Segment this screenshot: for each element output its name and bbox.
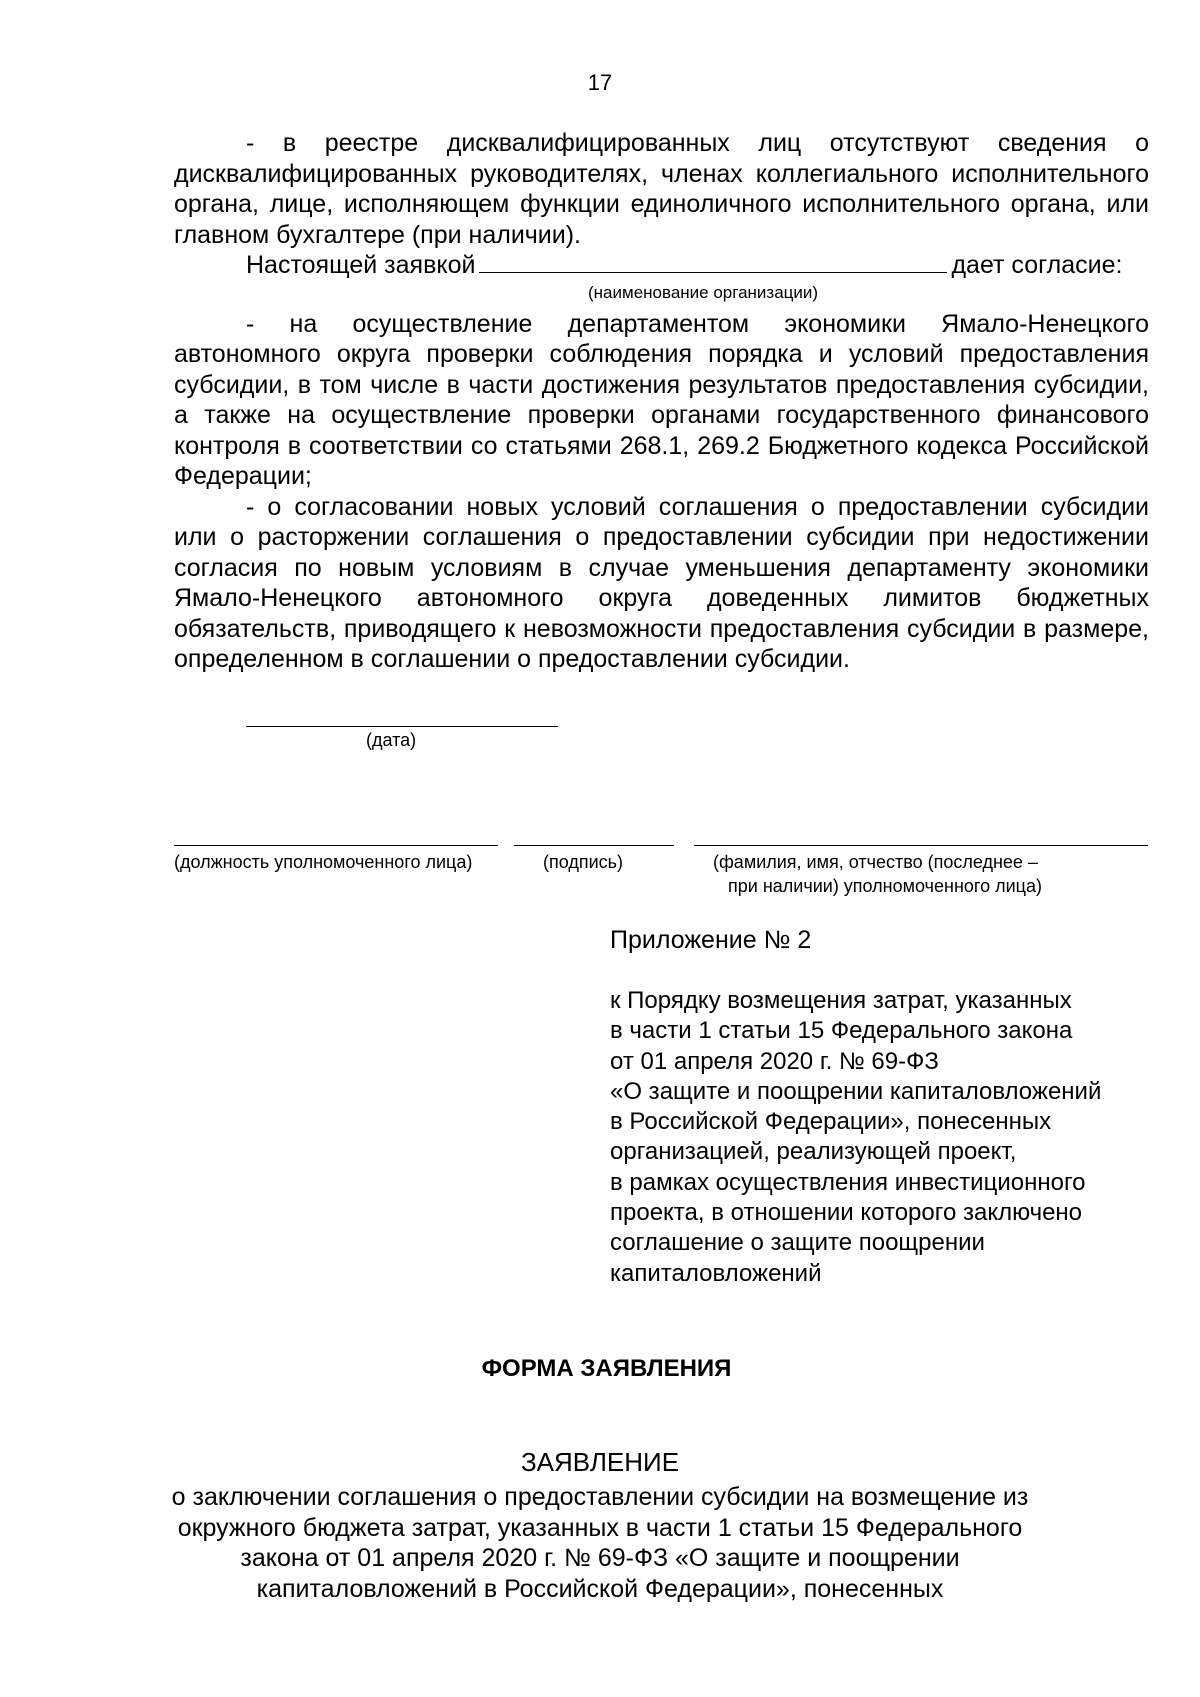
position-blank [174,845,498,846]
consent-item-agreement: - о согласовании новых условий соглашения о предоставлении субсидии или о расторжении соглашения о предоставлении субсидии при недостижении согласия по новым условиям в случае уменьшения департаменту экономики Ямало-Ненецкого автономного округа доведенных лимитов бюджетных обязательств, приводящего к невозможности предоставления субсидии в размере, определенном в соглашении о предоставлении субсидии. [174,492,1149,673]
consent-prefix: Настоящей заявкой [246,251,476,279]
position-caption: (должность уполномоченного лица) [174,852,473,872]
date-blank [246,726,558,727]
organization-name-blank [479,250,947,273]
page-number: 17 [587,70,613,95]
document-body [174,128,1149,675]
form-title: ФОРМА ЗАЯВЛЕНИЯ [481,1355,732,1382]
paragraph-disqualified-registry: - в реестре дисквалифицированных лиц отсутствуют сведения о дисквалифицированных руководителях, членах коллегиального исполнительного органа, лице, исполняющем функции единоличного исполнительного органа, или главном бухгалтере (при наличии). [174,129,1149,249]
signature-caption: (подпись) [543,852,624,872]
signature-blank [514,845,674,846]
statement-title: ЗАЯВЛЕНИЕ [520,1447,680,1477]
full-name-caption: (фамилия, имя, отчество (последнее – при наличии) уполномоченного лица) [713,852,1042,896]
appendix-text: к Порядку возмещения затрат, указанных в части 1 статьи 15 Федерального закона от 01 апреля 2020 г. № 69-ФЗ «О защите и поощрении капиталовложений в Российской Федерации», понесенных организацией, реализующей проект, в рамках осуществления инвестиционного проекта, в отношении которого заключено соглашение о защите поощрении капиталовложений [610,987,1102,1287]
full-name-blank [694,845,1148,846]
appendix-title: Приложение № 2 [610,926,812,954]
consent-suffix: дает согласие: [951,251,1123,279]
consent-item-inspection: - на осуществление департаментом экономики Ямало-Ненецкого автономного округа проверки соблюдения порядка и условий предоставления субсидии, в том числе в части достижения результатов предоставления субсидии, а также на осуществление проверки органами государственного финансового контроля в соответствии со статьями 268.1, 269.2 Бюджетного кодекса Российской Федерации; [174,309,1149,490]
organization-name-caption: (наименование организации) [588,283,819,302]
statement-text: о заключении соглашения о предоставлении субсидии на возмещение из окружного бюджета затрат, указанных в части 1 статьи 15 Федерального закона от 01 апреля 2020 г. № 69-ФЗ «О защите и поощрении капиталовложений в Российской Федерации», понесенных [171,1483,1029,1603]
consent-line [174,250,1149,281]
date-caption: (дата) [366,730,417,750]
